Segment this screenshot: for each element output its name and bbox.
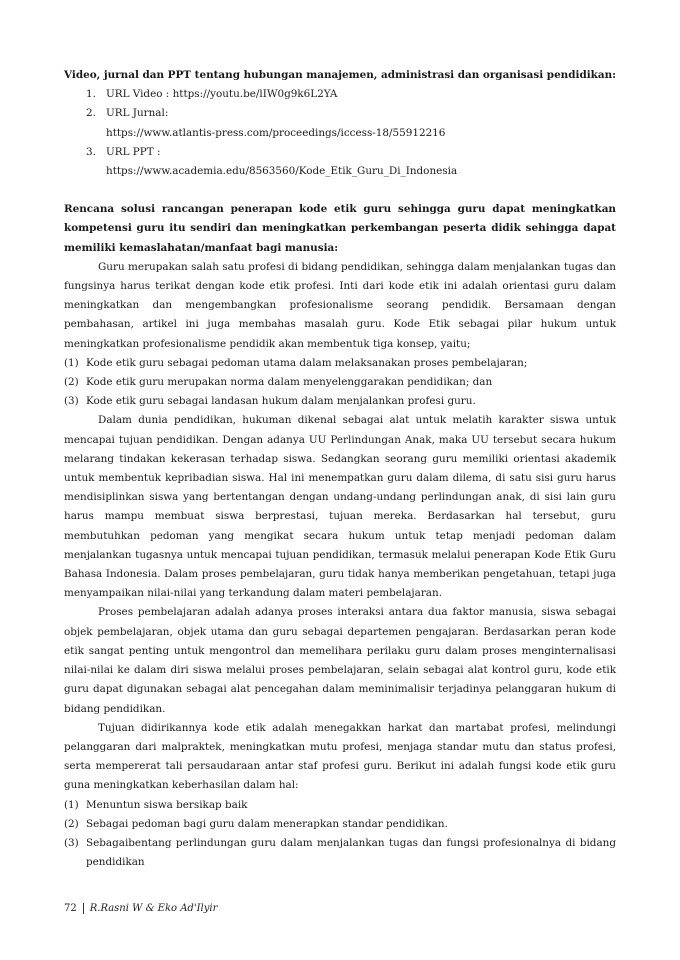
list-number: (1) xyxy=(64,798,79,811)
list-item xyxy=(64,354,616,373)
list-item-text: Kode etik guru merupakan norma dalam menyelenggarakan pendidikan; dan xyxy=(86,376,493,389)
list-item-text: Kode etik guru sebagai pedoman utama dalam melaksanakan proses pembelajaran; xyxy=(86,356,528,369)
list-item xyxy=(64,373,616,392)
video-url[interactable]: URL Video : https://youtu.be/lIW0g9k6L2YA xyxy=(106,88,338,101)
ppt-url[interactable]: https://www.academia.edu/8563560/Kode_Etik_Guru_Di_Indonesia xyxy=(106,165,458,178)
list-number: (2) xyxy=(64,817,79,830)
footer-authors: R.Rasni W & Eko Ad'Ilyir xyxy=(83,903,218,914)
resource-list xyxy=(64,85,616,181)
list-number: (1) xyxy=(64,356,79,369)
list-number: 3. xyxy=(86,145,96,158)
list-number: 2. xyxy=(86,107,96,120)
list-number: (3) xyxy=(64,836,79,849)
paragraph: Guru merupakan salah satu profesi di bidang pendidikan, sehingga dalam menjalankan tugas dan fungsinya harus terikat dengan kode etik profesi. Inti dari kode etik ini adalah orientasi guru dalam meningkatkan dan mengembangkan profesionalisme seorang pendidik. Bersamaan dengan pembahasan, artikel ini juga membahas masalah guru. Kode Etik sebagai pilar hukum untuk meningkatkan profesionalisme pendidik akan membentuk tiga konsep, yaitu; xyxy=(64,260,616,350)
function-list xyxy=(64,796,616,873)
journal-url-label: URL Jurnal: xyxy=(106,107,169,120)
list-item xyxy=(64,796,616,815)
concept-list xyxy=(64,354,616,412)
resource-item xyxy=(64,104,616,142)
journal-url[interactable]: https://www.atlantis-press.com/proceedings/iccess-18/55912216 xyxy=(106,126,446,139)
list-number: (2) xyxy=(64,376,79,389)
list-item-text: Sebagaibentang perlindungan guru dalam menjalankan tugas dan fungsi profesionalnya di bidang pendidikan xyxy=(86,836,616,869)
paragraph: Dalam dunia pendidikan, hukuman dikenal sebagai alat untuk melatih karakter siswa untuk mencapai tujuan pendidikan. Dengan adanya UU Perlindungan Anak, maka UU tersebut secara hukum melarang tindakan kekerasan terhadap siswa. Sedangkan seorang guru memiliki orientasi akademik untuk membentuk kepribadian siswa. Hal ini menempatkan guru dalam dilema, di satu sisi guru harus mendisiplinkan siswa yang bertentangan dengan undang-undang perlindungan anak, di sisi lain guru harus mampu membuat siswa berprestasi, tujuan mereka. Berdasarkan hal tersebut, guru membutuhkan pedoman yang mengikat secara hukum untuk tetap menjadi pedoman dalam menjalankan tugasnya untuk mencapai tujuan pendidikan, termasuk melalui penerapan Kode Etik Guru Bahasa Indonesia. Dalam proses pembelajaran, guru tidak hanya memberikan pengetahuan, tetapi juga menyampaikan nilai-nilai yang terkandung dalam materi pembelajaran. xyxy=(64,414,616,600)
resource-item xyxy=(64,143,616,181)
list-item xyxy=(64,392,616,411)
ppt-url-label: URL PPT : xyxy=(106,145,161,158)
list-item xyxy=(64,834,616,872)
resource-item xyxy=(64,85,616,104)
page-footer xyxy=(64,902,217,916)
list-item-text: Menuntun siswa bersikap baik xyxy=(86,798,248,811)
paragraph: Tujuan didirikannya kode etik adalah menegakkan harkat dan martabat profesi, melindungi pelanggaran dari malpraktek, meningkatkan mutu profesi, menjaga standar mutu dan status profesi, serta mempererat tali persaudaraan antar staf profesi guru. Berikut ini adalah fungsi kode etik guru guna meningkatkan keberhasilan dalam hal: xyxy=(64,721,616,792)
section-spacer xyxy=(64,181,616,200)
section-heading-solution: Rencana solusi rancangan penerapan kode etik guru sehingga guru dapat meningkatkan kompetensi guru itu sendiri dan meningkatkan perkembangan peserta didik sehingga dapat memiliki kemaslahatan/manfaat bagi manusia: xyxy=(64,203,616,254)
section-heading-links: Video, jurnal dan PPT tentang hubungan manajemen, administrasi dan organisasi pendidikan: xyxy=(64,69,616,81)
list-number: (3) xyxy=(64,395,79,408)
list-item-text: Kode etik guru sebagai landasan hukum dalam menjalankan profesi guru. xyxy=(86,395,476,408)
list-item-text: Sebagai pedoman bagi guru dalam menerapkan standar pendidikan. xyxy=(86,817,448,830)
list-number: 1. xyxy=(86,88,96,101)
page-content xyxy=(64,66,616,872)
page-number: 72 xyxy=(64,903,77,914)
list-item xyxy=(64,815,616,834)
paragraph: Proses pembelajaran adalah adanya proses interaksi antara dua faktor manusia, siswa sebagai objek pembelajaran, objek utama dan guru sebagai departemen pengajaran. Berdasarkan peran kode etik sangat penting untuk mengontrol dan memelihara perilaku guru dalam proses menginternalisasi nilai-nilai ke dalam diri siswa melalui proses pembelajaran, selain sebagai alat kontrol guru, kode etik guru dapat digunakan sebagai alat pencegahan dalam meminimalisir terjadinya pelanggaran hukum di bidang pendidikan. xyxy=(64,606,616,715)
